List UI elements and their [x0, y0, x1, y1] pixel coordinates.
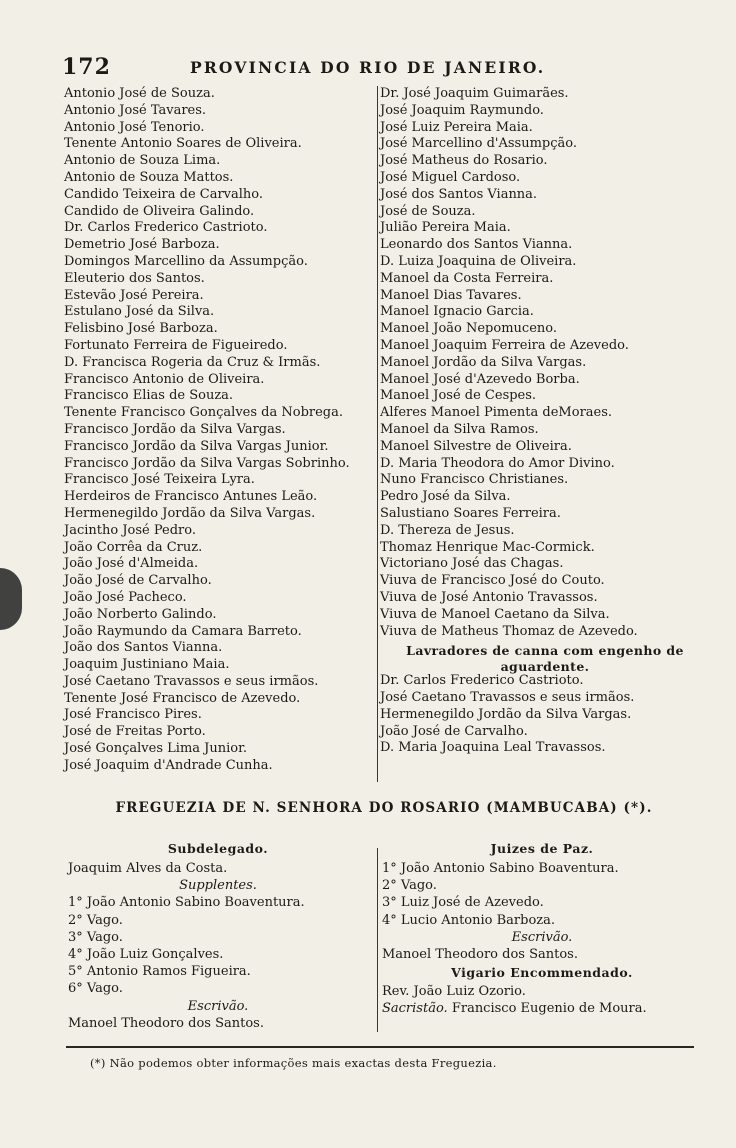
list-item: Antonio José Tavares.	[64, 102, 207, 118]
list-item: Manoel Silvestre de Oliveira.	[380, 438, 572, 454]
escrivao-name-left: Manoel Theodoro dos Santos.	[68, 1015, 264, 1031]
page-header	[62, 52, 702, 82]
escrivao-label-right: Escrivão.	[511, 929, 573, 945]
freguezia-left-column	[68, 838, 368, 1032]
juiz-item: 3° Luiz José de Azevedo.	[382, 895, 544, 911]
lavrador-item: José Caetano Travassos e seus irmãos.	[380, 690, 635, 706]
list-item: Thomaz Henrique Mac-Cormick.	[380, 539, 595, 555]
supplente-item: 5° Antonio Ramos Figueira.	[68, 964, 251, 980]
list-item: José Matheus do Rosario.	[380, 153, 548, 169]
supplente-item: 6° Vago.	[68, 981, 123, 997]
list-item: Antonio José Tenorio.	[64, 119, 205, 135]
list-item: Pedro José da Silva.	[380, 489, 511, 505]
list-item: José Francisco Pires.	[64, 707, 202, 723]
list-item: Fortunato Ferreira de Figueiredo.	[64, 337, 288, 353]
list-item: Viuva de Francisco José do Couto.	[380, 573, 605, 589]
list-item: José dos Santos Vianna.	[380, 186, 538, 202]
name-list-left	[64, 86, 376, 775]
list-item: Nuno Francisco Christianes.	[380, 472, 569, 488]
list-item: José Caetano Travassos e seus irmãos.	[64, 673, 319, 689]
footnote: (*) Não podemos obter informações mais exactas desta Freguezia.	[90, 1056, 497, 1070]
list-item: João Corrêa da Cruz.	[64, 539, 203, 555]
list-item: Francisco Elias de Souza.	[64, 388, 234, 404]
freguezia-right-column	[382, 838, 702, 1018]
lavrador-item: João José de Carvalho.	[380, 723, 528, 739]
lavrador-item: Hermenegildo Jordão da Silva Vargas.	[380, 706, 632, 722]
list-item: Viuva de Manoel Caetano da Silva.	[380, 606, 610, 622]
list-item: Dr. José Joaquim Guimarães.	[380, 86, 569, 101]
sacristao-label: Sacristão.	[382, 1001, 448, 1017]
list-item: João José d'Almeida.	[64, 556, 199, 572]
list-item: João dos Santos Vianna.	[64, 640, 223, 656]
lavrador-item: D. Maria Joaquina Leal Travassos.	[380, 740, 606, 756]
list-item: Antonio José de Souza.	[64, 86, 215, 101]
list-item: Hermenegildo Jordão da Silva Vargas.	[64, 505, 316, 521]
list-item: D. Maria Theodora do Amor Divino.	[380, 455, 615, 471]
list-item: Estevão José Pereira.	[64, 287, 204, 303]
list-item: José Luiz Pereira Maia.	[380, 119, 533, 135]
vigario-name: Rev. João Luiz Ozorio.	[382, 984, 526, 1000]
supplente-item: 4° João Luiz Gonçalves.	[68, 946, 224, 962]
supplente-item: 1° João Antonio Sabino Boaventura.	[68, 895, 305, 911]
list-item: Francisco Jordão da Silva Vargas Sobrinho.	[64, 455, 350, 471]
list-item: Felisbino José Barboza.	[64, 321, 218, 337]
sacristao-line	[382, 1000, 702, 1017]
list-item: Julião Pereira Maia.	[380, 220, 511, 236]
list-item: Alferes Manoel Pimenta deMoraes.	[380, 405, 613, 421]
sacristao-name: Francisco Eugenio de Moura.	[451, 1001, 647, 1017]
list-item: João José de Carvalho.	[64, 573, 212, 589]
list-item: Francisco Jordão da Silva Vargas Junior.	[64, 438, 329, 454]
list-item: Salustiano Soares Ferreira.	[380, 505, 561, 521]
juiz-item: 1° João Antonio Sabino Boaventura.	[382, 861, 619, 876]
subdelegado-name: Joaquim Alves da Costa.	[68, 861, 228, 876]
page-number: 172	[62, 54, 111, 80]
list-item: Joaquim Justiniano Maia.	[64, 657, 230, 673]
freguezia-title: FREGUEZIA DE N. SENHORA DO ROSARIO (MAMBUCABA) (*).	[115, 800, 653, 816]
list-item: José Joaquim d'Andrade Cunha.	[64, 757, 273, 773]
list-item: Francisco Jordão da Silva Vargas.	[64, 421, 286, 437]
list-item: Manoel Dias Tavares.	[380, 287, 522, 303]
list-item: Estulano José da Silva.	[64, 304, 215, 320]
juiz-item: 2° Vago.	[382, 878, 437, 894]
list-item: Antonio de Souza Lima.	[64, 153, 221, 169]
name-list-right	[380, 86, 710, 757]
list-item: José de Souza.	[380, 203, 476, 219]
supplente-item: 3° Vago.	[68, 929, 123, 945]
list-item: Manoel Joaquim Ferreira de Azevedo.	[380, 337, 629, 353]
list-item: Manoel João Nepomuceno.	[380, 321, 557, 337]
lavradores-heading-block	[380, 640, 710, 673]
list-item: José Marcellino d'Assumpção.	[380, 136, 577, 152]
list-item: Herdeiros de Francisco Antunes Leão.	[64, 489, 318, 505]
list-item: Manoel da Costa Ferreira.	[380, 270, 554, 286]
list-item: Manoel da Silva Ramos.	[380, 421, 539, 437]
list-item: D. Luiza Joaquina de Oliveira.	[380, 253, 577, 269]
column-divider	[377, 86, 378, 782]
escrivao-name-right: Manoel Theodoro dos Santos.	[382, 946, 578, 962]
list-item: José de Freitas Porto.	[64, 724, 206, 740]
list-item: Leonardo dos Santos Vianna.	[380, 237, 573, 253]
list-item: Eleuterio dos Santos.	[64, 270, 205, 286]
subdelegado-label: Subdelegado.	[167, 841, 269, 856]
list-item: Candido Teixeira de Carvalho.	[64, 186, 264, 202]
footnote-rule	[66, 1046, 694, 1048]
list-item: Francisco José Teixeira Lyra.	[64, 472, 255, 488]
vigario-label: Vigario Encommendado.	[451, 965, 633, 981]
lavrador-item: Dr. Carlos Frederico Castrioto.	[380, 673, 584, 689]
list-item: Manoel Ignacio Garcia.	[380, 304, 534, 320]
list-item: João Norberto Galindo.	[64, 606, 217, 622]
list-item: Dr. Carlos Frederico Castrioto.	[64, 220, 268, 236]
list-item: Antonio de Souza Mattos.	[64, 169, 234, 185]
list-item: João José Pacheco.	[64, 589, 187, 605]
list-item: Manoel José de Cespes.	[380, 388, 537, 404]
list-item: José Gonçalves Lima Junior.	[64, 741, 248, 757]
juizes-label: Juizes de Paz.	[490, 841, 594, 856]
list-item: Viuva de Matheus Thomaz de Azevedo.	[380, 623, 638, 639]
list-item: Manoel José d'Azevedo Borba.	[380, 371, 580, 387]
column-divider-bottom	[377, 848, 378, 1032]
list-item: Tenente Antonio Soares de Oliveira.	[64, 136, 302, 152]
escrivao-label-left: Escrivão.	[187, 998, 249, 1014]
supplentes-label: Supplentes.	[179, 878, 257, 894]
lavradores-heading: Lavradores de canna com engenho de aguardente.	[406, 643, 684, 674]
list-item: Jacintho José Pedro.	[64, 522, 196, 538]
list-item: Viuva de José Antonio Travassos.	[380, 589, 598, 605]
list-item: João Raymundo da Camara Barreto.	[64, 623, 302, 639]
list-item: José Miguel Cardoso.	[380, 169, 521, 185]
list-item: Manoel Jordão da Silva Vargas.	[380, 354, 587, 370]
list-item: Victoriano José das Chagas.	[380, 556, 564, 572]
list-item: D. Francisca Rogeria da Cruz & Irmãs.	[64, 354, 321, 370]
ink-blot	[0, 568, 22, 630]
list-item: Candido de Oliveira Galindo.	[64, 203, 255, 219]
list-item: Domingos Marcellino da Assumpção.	[64, 253, 308, 269]
list-item: Demetrio José Barboza.	[64, 237, 220, 253]
list-item: Francisco Antonio de Oliveira.	[64, 371, 265, 387]
list-item: Tenente Francisco Gonçalves da Nobrega.	[64, 405, 344, 421]
list-item: José Joaquim Raymundo.	[380, 102, 544, 118]
running-title: PROVINCIA DO RIO DE JANEIRO.	[190, 58, 546, 77]
supplente-item: 2° Vago.	[68, 912, 123, 928]
list-item: D. Thereza de Jesus.	[380, 522, 515, 538]
juiz-item: 4° Lucio Antonio Barboza.	[382, 912, 556, 928]
list-item: Tenente José Francisco de Azevedo.	[64, 690, 301, 706]
